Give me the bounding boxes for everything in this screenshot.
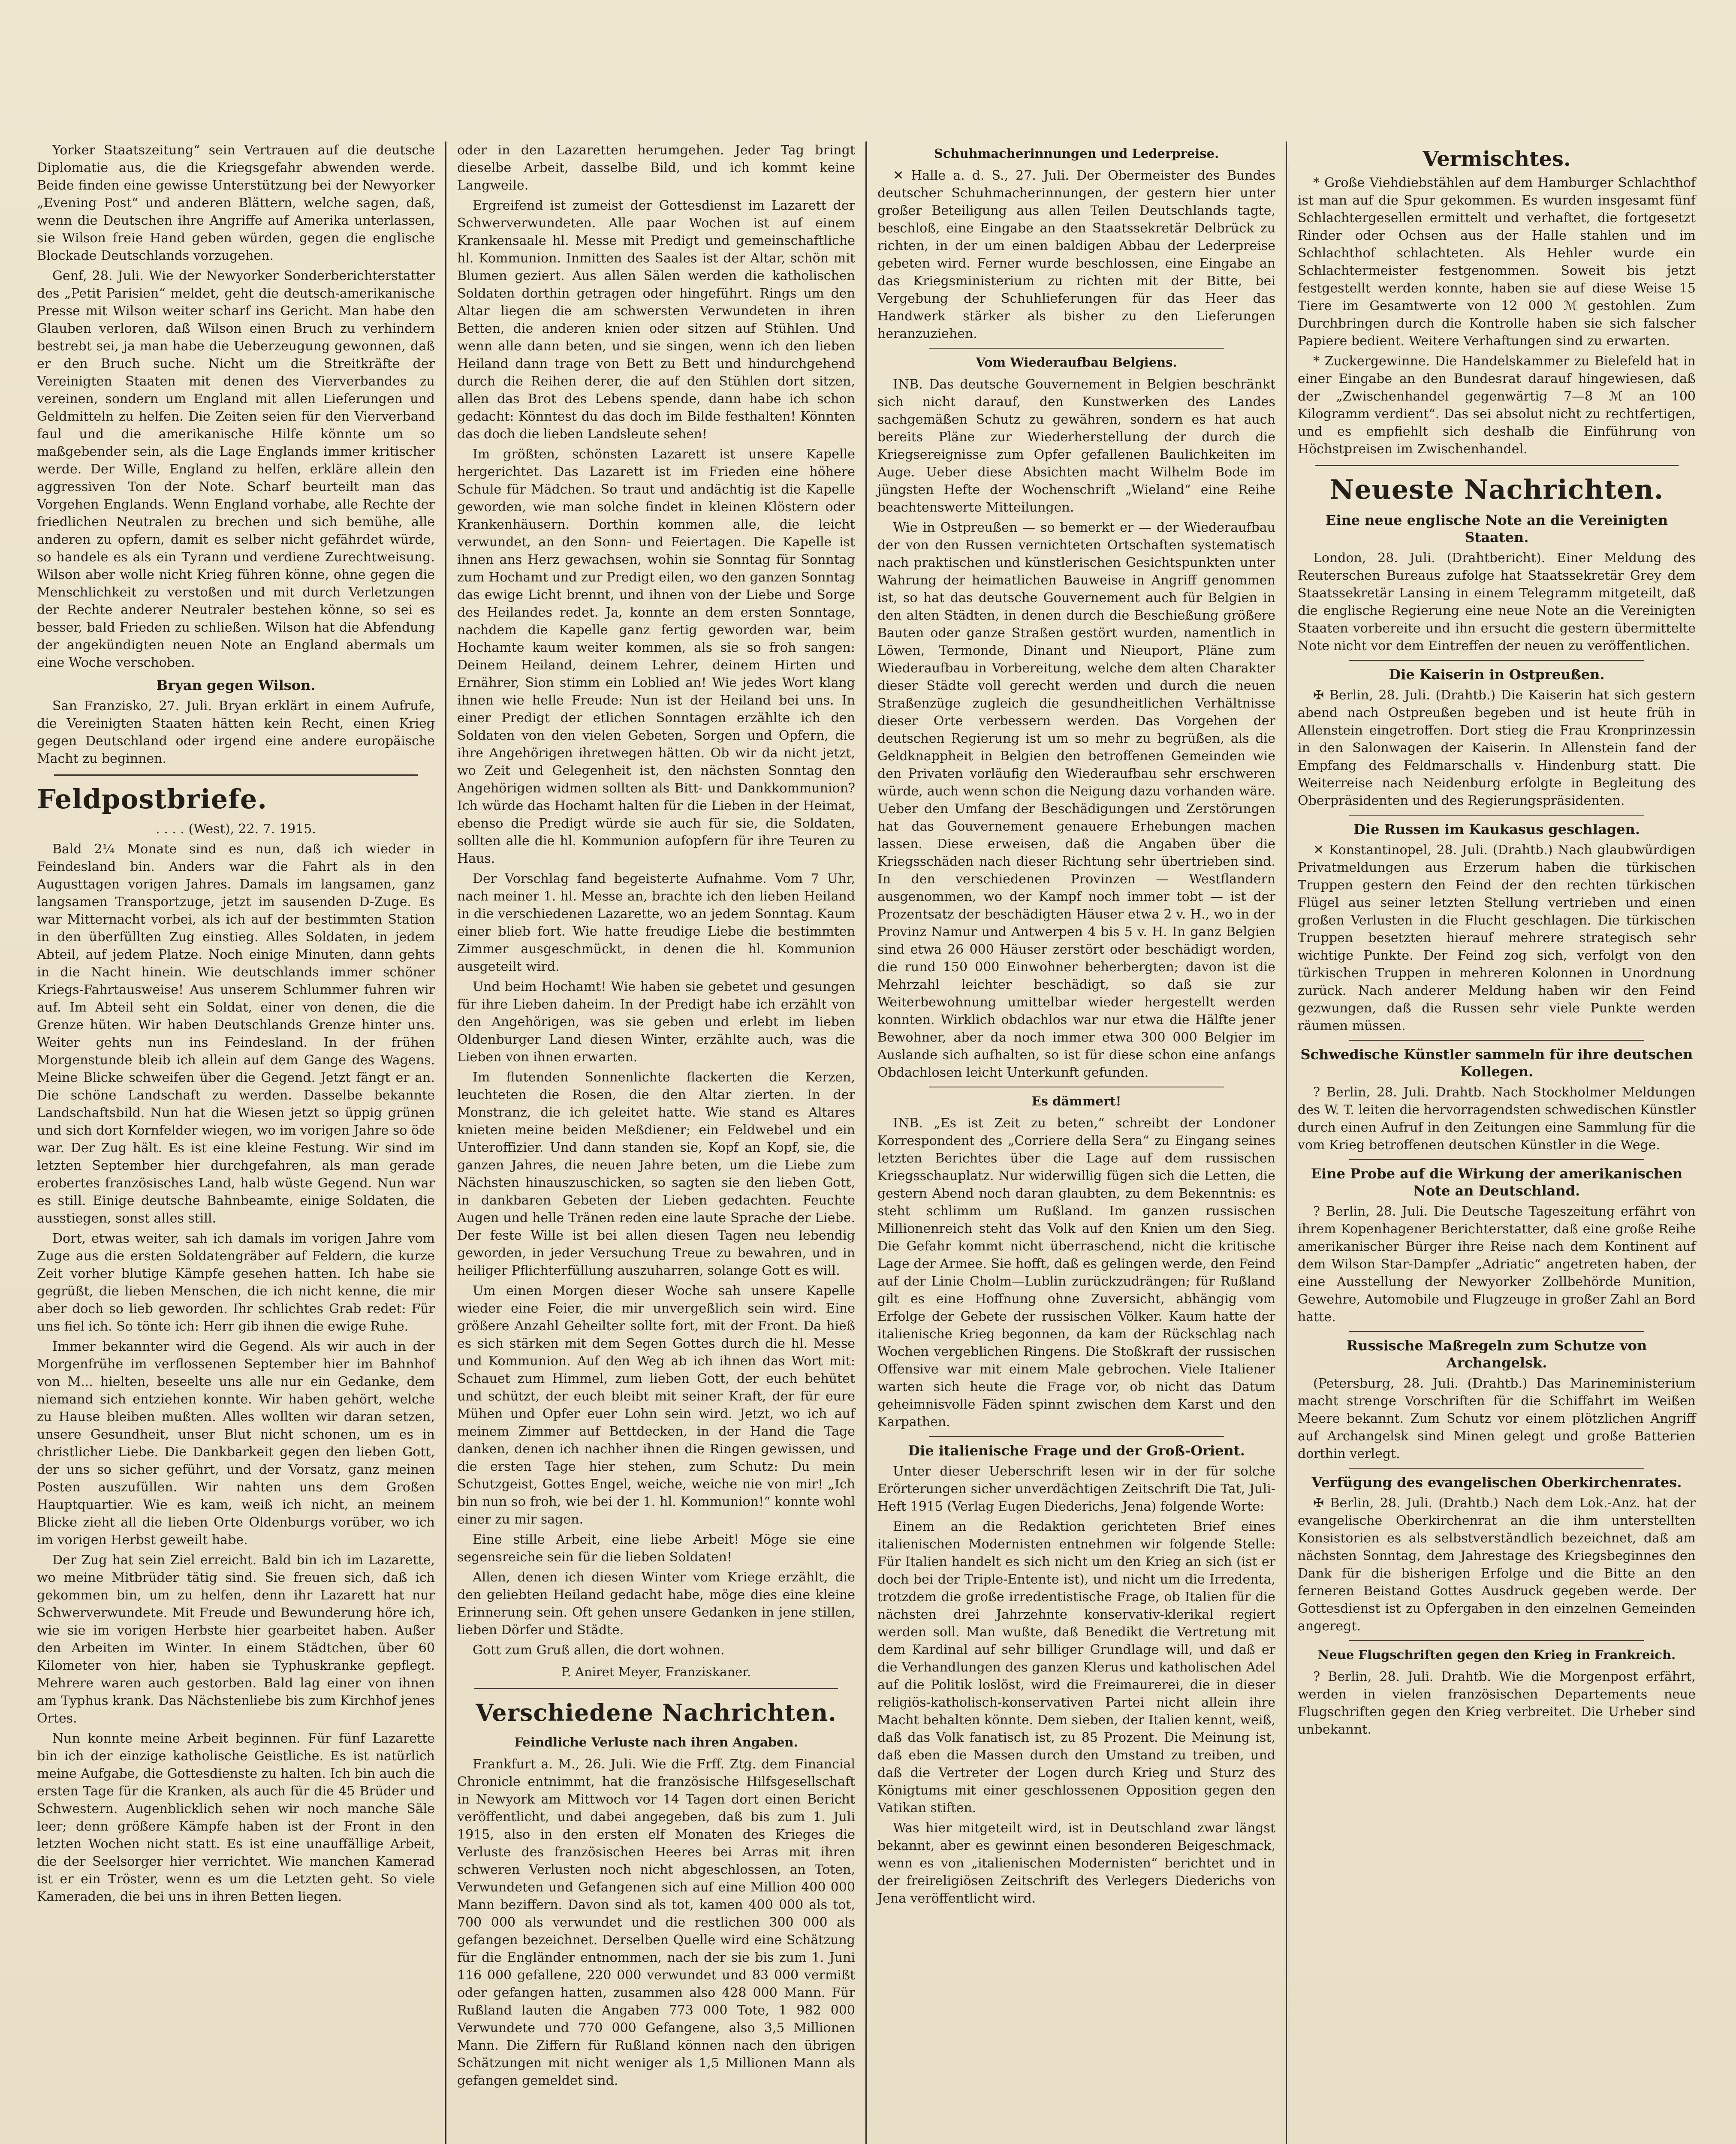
article-paragraph: ? Berlin, 28. Juli. Die Deutsche Tageszeitung erfährt von ihrem Kopenhagener Berichterstatter, daß eine große Reihe amerikanischer Bürger ihre Reise nach dem Kontinent auf dem Wilson Star-Dampfer „Adriatic“ angetreten haben, der eine Ausstellung der Newyorker Zollbehörde Munition, Gewehre, Automobile und Flugzeuge in großer Zahl an Bord hatte. — [1298, 1204, 1696, 1325]
headline-archangelsk: Russische Maßregeln zum Schutze von Archangelsk. — [1346, 1337, 1647, 1371]
headline-kaukasus: Die Russen im Kaukasus geschlagen. — [1353, 821, 1640, 837]
article-paragraph: ? Berlin, 28. Juli. Drahtb. Nach Stockholmer Meldungen des W. T. leiten die hervorragendsten schwedischen Künstler durch einen Aufruf in den Zeitungen eine Sammlung für die vom Krieg betroffenen deutschen Künstler in die Wege. — [1298, 1085, 1696, 1153]
headline-bryan: Bryan gegen Wilson. — [156, 677, 316, 693]
article-paragraph: Nun konnte meine Arbeit beginnen. Für fünf Lazarette bin ich der einzige katholische Geistliche. Es ist natürlich meine Aufgabe, die Gottesdienste zu halten. Ich bin auch die ersten Tage für die Kranken, als auch für die 45 Brüder und Schwestern. Augenblicklich sehen wir noch manche Säle leer; denn größere Kämpfe haben ist der Front in den letzten Wochen nicht statt. Es ist eine unauffällige Arbeit, die der Seelsorger hier verrichtet. Wie manchen Kamerad ist er ein Tröster, wenn es um die Letzten geht. So viele Kameraden, die bei uns in ihren Betten liegen. — [37, 1731, 435, 1904]
section-divider — [1349, 1040, 1644, 1041]
headline-belgien: Vom Wiederaufbau Belgiens. — [976, 355, 1177, 370]
article-paragraph: Bald 2¼ Monate sind es nun, daß ich wieder in Feindesland bin. Anders war die Fahrt als in den Augusttagen vorigen Jahres. Damals im langsamen, ganz langsamen Transportzuge, jetzt im sausenden D-Zuge. Es war Mitternacht vorbei, als ich auf der bestimmten Station in den überfüllten Zug einstieg. Alles Soldaten, in jedem Abteil, auf jedem Platze. Noch einige Minuten, dann gehts in die Nacht hinein. Wie deutschlands immer schöner Kriegs-Fahrtausweise! Aus unserem Schlummer fuhren wir auf. Im Abteil seht ein Soldat, einer von denen, die die Grenze hüten. Wir haben Deutschlands Grenze hinter uns. Weiter gehts nun ins Feindesland. In der frühen Morgenstunde bleib ich allein auf dem Gange des Wagens. Meine Blicke schweifen über die Gegend. Jetzt fängt er an. Die schöne Landschaft zu werden. Dasselbe bekannte Landschaftsbild. Nun hat die Wiesen jetzt so üppig grünen und sich dort Kornfelder wiegen, wo im vorigen Jahre so öde war. Der Zug hält. Es ist eine kleine Festung. Wir sind im letzten September hier durchgefahren, als man gerade erobertes französisches Land, halb wüste Gegend. Nun war es still. Einige deutsche Bahnbeamte, einige Soldaten, die ausstiegen, sonst alles still. — [37, 842, 435, 1226]
article-paragraph: Yorker Staatszeitung“ sein Vertrauen auf die deutsche Diplomatie aus, die die Kriegsgefahr abwenden werde. Beide finden eine gewisse Unterstützung bei der Newyorker „Evening Post“ und anderen Blättern, welche sagen, daß, wenn die Deutschen ihre Angriffe auf Amerika unterlassen, sie Wilson freie Hand geben würden, gegen die englische Blockade Deutschlands vorzugehen. — [37, 143, 435, 263]
headline-englische-note: Eine neue englische Note an die Vereinigten Staaten. — [1325, 512, 1668, 545]
article-paragraph: Im größten, schönsten Lazarett ist unsere Kapelle hergerichtet. Das Lazarett ist im Frieden eine höhere Schule für Mädchen. So traut und andächtig ist die Kapelle geworden, wie man solche findet in kleinen Klöstern oder Krankenhäusern. Dorthin kommen alle, die leicht verwundet, an den Sonn- und Feiertagen. Die Kapelle ist ihnen ans Herz gewachsen, wohin sie Sonntag für Sonntag zum Hochamt und zur Predigt eilen, wo den ganzen Sonntag das ewige Licht brennt, und ihnen von der Liebe und Sorge des Heilandes redet. Ja, konnte an dem ersten Sonntage, nachdem die Kapelle ganz fertig geworden war, beim Hochamte kaum weiter kommen, als sie so froh sangen: Deinem Heiland, deinem Lehrer, deinem Hirten und Ernährer, Sion stimm ein Loblied an! Wie jedes Wort klang ihnen wie helle Freude: Nun ist der Heiland bei uns. In einer Predigt der etlichen Sonntagen erzählte ich den Soldaten von den vielen Gebeten, Sorgen und Opfern, die ihre Angehörigen ihretwegen hätten. Ob wir da nicht jetzt, wo Zeit und Gelegenheit ist, den nächsten Sonntag den Angehörigen widmen sollten als Bitt- und Dankkommunion? Ich würde das Hochamt halten für die Lieben in der Heimat, ebenso die Predigt würde sie auch für sie, die Soldaten, sollten alle die hl. Kommunion aufopfern für ihre Teuren zu Haus. — [457, 447, 855, 866]
headline-neueste-nachrichten: Neueste Nachrichten. — [1329, 474, 1664, 505]
article-paragraph: ✕ Halle a. d. S., 27. Juli. Der Obermeister des Bundes deutscher Schuhmacherinnungen, der gestern hier unter großer Beteiligung aus allen Teilen Deutschlands tagte, beschloß, eine Eingabe an den Staatssekretär Delbrück zu richten, in der um einen baldigen Abbau der Lederpreise gebeten wird. Ferner wurde beschlossen, eine Eingabe an das Kriegsministerium zu richten mit der Bitte, bei Vergebung der Schuhlieferungen für das Heer das Handwerk stärker als bisher zu den Lieferungen heranzuziehen. — [877, 168, 1275, 341]
headline-vermischtes: Vermischtes. — [1423, 147, 1571, 171]
headline-es-daemmert: Es dämmert! — [1031, 1094, 1121, 1108]
article-paragraph: oder in den Lazaretten herumgehen. Jeder Tag bringt dieselbe Arbeit, dasselbe Bild, und ich kommt keine Langweile. — [457, 143, 855, 193]
article-paragraph: Immer bekannter wird die Gegend. Als wir auch in der Morgenfrühe im verflossenen September hier im Bahnhof von M... hielten, beseelte uns alle nur ein Gedanke, dem niemand sich entziehen konnte. Wir haben gehört, welche zu Hause bleiben mußten. Alles wollten wir daran setzen, unsere Gesundheit, unser Blut nicht schonen, um es in christlicher Liebe. Die Dankbarkeit gegen den lieben Gott, der uns so sicher geführt, und der Vorsatz, ganz meinen Posten auszufüllen. Wir nahten uns dem Großen Hauptquartier. Wie es kam, weiß ich nicht, an meinem Blicke zieht all die lieben Orte Oldenburgs vorüber, wo ich im vorigen Herbst geweilt habe. — [37, 1339, 435, 1548]
article-paragraph: Einem an die Redaktion gerichteten Brief eines italienischen Modernisten entnehmen wir folgende Stelle: Für Italien handelt es sich nicht um den Krieg an sich (ist er doch bei der Triple-Entente ist), und nicht um die Irredenta, trotzdem die große irredentistische Frage, ob Italien für die nächsten drei Jahrzehnte konservativ-klerikal regiert werden soll. Man wußte, daß Benedikt die Vertretung mit dem Kardinal auf sehr billiger Grundlage will, und daß er die Verhandlungen des ganzen Klerus und katholischen Adel auf die Politik loslöst, wird die Freimaurerei, die in dieser religiös-katholisch-konservativen Partei nicht allein ihre Macht behalten könnte. Dem sieben, der Italien kennt, weiß, daß das Volk fanatisch ist, zu 85 Prozent. Die Meinung ist, daß eben die Massen durch den Umstand zu treiben, und daß die Vertreter der Logen durch Krieg und Sturz des Königtums mit einer geschlossenen Opposition gegen den Vatikan stiften. — [877, 1519, 1275, 1816]
section-divider — [1349, 1640, 1644, 1641]
article-paragraph: Frankfurt a. M., 26. Juli. Wie die Frff. Ztg. dem Financial Chronicle entnimmt, hat die französische Hilfsgesellschaft in Newyork am Mittwoch vor 14 Tagen dort einen Bericht veröffentlicht, und dabei angegeben, daß bis zum 1. Juli 1915, also in den ersten elf Monaten des Krieges die Verluste des französischen Heeres bei Arras mit ihren schweren Verlusten noch nicht abgeschlossen, an Toten, Verwundeten und Gefangenen sich auf eine Million 400 000 Mann beziffern. Davon sind als tot, kamen 400 000 als tot, 700 000 als verwundet und die restlichen 300 000 als gefangen bezeichnet. Derselben Quelle wird eine Schätzung für die Engländer entnommen, nach der sie bis zum 1. Juni 116 000 gefallene, 220 000 verwundet und 83 000 vermißt oder gefangen hatten, zusammen also 428 000 Mann. Für Rußland lauten die Angaben 773 000 Tote, 1 982 000 Verwundete und 770 000 Gefangene, also 3,5 Millionen Mann. Die Ziffern für Rußland können nach den übrigen Schätzungen mit nicht weniger als 1,5 Millionen Mann als gefangen gemeldet sind. — [457, 1757, 855, 2088]
section-divider — [1315, 465, 1679, 466]
article-paragraph: Allen, denen ich diesen Winter vom Kriege erzählt, die den geliebten Heiland gedacht habe, möge dies eine kleine Erinnerung sein. Oft gehen unsere Gedanken in jene stillen, lieben Dörfer und Städte. — [457, 1570, 855, 1638]
article-paragraph: Und beim Hochamt! Wie haben sie gebetet und gesungen für ihre Lieben daheim. In der Predigt habe ich erzählt von den Angehörigen, was sie geben und erlebt im lieben Oldenburger Land diesen Winter, erzählte auch, was die Lieben von ihnen erwarten. — [457, 979, 855, 1065]
article-paragraph: Genf, 28. Juli. Wie der Newyorker Sonderberichterstatter des „Petit Parisien“ meldet, geht die deutsch-amerikanische Presse mit Wilson weiter scharf ins Gericht. Man habe den Glauben verloren, daß Wilson einen Bruch zu verhindern bestrebt sei, ja man habe die Ueberzeugung gewonnen, daß er den Bruch suche. Nicht um die Streitkräfte der Vereinigten Staaten mit denen des Vierverbandes zu vereinen, sondern um England mit allen Lieferungen und Geldmitteln zu helfen. Die Zeiten seien für den Vierverband faul und die amerikanische Hilfe könnte um so maßgebender sein, als die Lage Englands immer kritischer werde. Der Wille, England zu helfen, erkläre allein den aggressiven Ton der Note. Scharf beurteilt man das Vorgehen Englands. Wenn England vorhabe, alle Rechte der friedlichen Neutralen zu brechen und sich bemühe, alle anderen zu opfern, damit es selber nicht gefährdet würde, so handele es als ein Tyrann und verdiene Zurechtweisung. Wilson aber wolle nicht Krieg führen könne, ohne gegen die Menschlichkeit zu verstoßen und mit durch Verletzungen der Rechte anderer Neutraler bestehen könne, so sei es besser, bald Frieden zu schließen. Wilson hat die Abfendung der angekündigten neuen Note an England abermals um eine Woche verschoben. — [37, 268, 435, 670]
article-paragraph: Der Vorschlag fand begeisterte Aufnahme. Vom 7 Uhr, nach meiner 1. hl. Messe an, brachte ich den lieben Heiland in die verschiedenen Lazarette, wo an jedem Sonntag. Kaum einer blieb fort. Wie hatte freudige Liebe die bestimmten Zimmer ausgeschmückt, in denen die hl. Kommunion ausgeteilt wird. — [457, 871, 855, 974]
headline-verschiedene-nachrichten: Verschiedene Nachrichten. — [476, 1699, 837, 1726]
article-paragraph: London, 28. Juli. (Drahtbericht). Einer Meldung des Reuterschen Bureaus zufolge hat Staatssekretär Grey dem Staatssekretär Lansing in einem Telegramm mitgeteilt, daß die englische Regierung eine neue Note an die Vereinigten Staaten vorbereite und ihn ersucht die gestern übermittelte Note nicht vor dem Eintreffen der neuen zu veröffentlichen. — [1298, 551, 1696, 653]
headline-italienische-frage: Die italienische Frage und der Groß-Orient. — [908, 1442, 1245, 1459]
column-rule — [445, 142, 446, 2144]
section-divider — [1349, 660, 1644, 661]
article-paragraph: ? Berlin, 28. Juli. Drahtb. Wie die Morgenpost erfährt, werden in vielen französischen Departements neue Flugschriften gegen den Krieg verbreitet. Die Urheber sind unbekannt. — [1298, 1669, 1696, 1737]
article-paragraph: Im flutenden Sonnenlichte flackerten die Kerzen, leuchteten die Rosen, die den Altar zierten. In der Monstranz, die ich geleitet hatte. Wie stand es Altares knieten meine beiden Meßdiener; ein Feldwebel und ein Unteroffizier. Und dann standen sie, Kopf an Kopf, sie, die ganzen Jahres, die neuen Jahre beten, um die Liebe zum Nächsten hinauszuschicken, so sagten sie den lieben Gott, in dankbaren Gebeten der Lieben gedachten. Feuchte Augen und helle Tränen reden eine laute Sprache der Liebe. Der feste Wille ist bei allen diesen Tagen neu lebendig geworden, in jeder Versuchung Treue zu bewahren, und in heiliger Pflichterfüllung auszuharren, solange Gott es will. — [457, 1070, 855, 1278]
headline-probe-note: Eine Probe auf die Wirkung der amerikanischen Note an Deutschland. — [1311, 1165, 1683, 1199]
headline-kaiserin: Die Kaiserin in Ostpreußen. — [1389, 666, 1605, 683]
headline-flugschriften: Neue Flugschriften gegen den Krieg in Frankreich. — [1317, 1647, 1676, 1662]
section-divider — [1349, 1159, 1644, 1160]
headline-oberkirchenrat: Verfügung des evangelischen Oberkirchenrates. — [1311, 1474, 1682, 1491]
section-divider — [929, 348, 1224, 349]
article-paragraph: * Große Viehdiebstählen auf dem Hamburger Schlachthof ist man auf die Spur gekommen. Es wurden insgesamt fünf Schlachtergesellen ermittelt und verhaftet, die fortgesetzt Rinder oder Ochsen aus der Halle stahlen und im Schlachthof schlachteten. Als Hehler wurde ein Schlachtermeister festgenommen. Soweit bis jetzt festgestellt werden konnte, haben sie auf diese Weise 15 Tiere im Gesamtwerte von 12 000 ℳ gestohlen. Zum Durchbringen durch die Kontrolle haben sie sich falscher Papiere bedient. Weitere Verhaftungen sind zu erwarten. — [1298, 175, 1696, 349]
column-3 — [871, 142, 1282, 2144]
headline-feldpostbriefe: Feldpostbriefe. — [37, 783, 267, 815]
section-divider — [474, 1688, 838, 1689]
column-rule — [865, 142, 867, 2144]
article-paragraph: Der Zug hat sein Ziel erreicht. Bald bin ich im Lazarette, wo meine Mitbrüder tätig sind. Sie freuen sich, daß ich gekommen bin, um zu helfen, denn ihr Lazarett hat nur Schwerverwundete. Mit Freude und Bewunderung höre ich, wie sie im vorigen Herbste hier gearbeitet haben. Außer den Arbeiten im Winter. In einem Städtchen, über 60 Kilometer von hier, haben sie Typhuskranke gepflegt. Mehrere waren auch gestorben. Bald lag einer von ihnen am Typhus krank. Das Nächstenliebe bis zum Kirchhof jenes Ortes. — [37, 1553, 435, 1726]
section-divider — [929, 1436, 1224, 1437]
column-rule — [1286, 142, 1287, 2144]
subheadline-verluste: Feindliche Verluste nach ihren Angaben. — [514, 1735, 798, 1750]
article-paragraph: San Franzisko, 27. Juli. Bryan erklärt in einem Aufrufe, die Vereinigten Staaten hätten kein Recht, einen Krieg gegen Deutschland oder irgend eine andere europäische Macht zu beginnen. — [37, 699, 435, 766]
article-paragraph: (Petersburg, 28. Juli. (Drahtb.) Das Marineministerium macht strenge Vorschriften für die Schiffahrt im Weißen Meere bekannt. Zum Schutz vor einem plötzlichen Angriff auf Archangelsk sind Minen gelegt und große Batterien dorthin verlegt. — [1298, 1376, 1696, 1461]
article-paragraph: Wie in Ostpreußen — so bemerkt er — der Wiederaufbau der von den Russen vernichteten Ortschaften systematisch nach praktischen und künstlerischen Gesichtspunkten unter Wahrung der heimatlichen Bauweise in Angriff genommen ist, so hat das deutsche Gouvernement auch für Belgien in den alten Städten, in denen durch die Beschießung größere Bauten oder ganze Straßen gestört wurden, namentlich in Löwen, Termonde, Dinant und Nieuport, Pläne zum Wiederaufbau in Vorbereitung, welche dem alten Charakter dieser Städte voll gerecht werden und durch die neuen Straßenzüge zugleich die gesundheitlichen Verhältnisse dieser Orte verbessern werden. Das Vorgehen der deutschen Regierung ist um so mehr zu begrüßen, als die Geldknappheit in Belgien den betroffenen Gemeinden wie den Privaten vorläufig den Wiederaufbau sehr erschweren würde, auch wenn schon die Neigung dazu vorhanden wäre. Ueber den Umfang der Beschädigungen und Zerstörungen hat das Gouvernement genauere Erhebungen machen lassen. Diese erweisen, daß die Angaben über die Kriegsschäden nach dieser Richtung sehr übertrieben sind. In den verschiedenen Provinzen — Westflandern ausgenommen, wo der Kampf noch immer tobt — ist der Prozentsatz der beschädigten Häuser etwa 2 v. H., wo in der Provinz Namur und Antwerpen 4 bis 5 v. H. In ganz Belgien sind etwa 26 000 Häuser zerstört oder beschädigt worden, die rund 150 000 Einwohner beherbergten; davon ist die Mehrzahl leichter beschädigt, so daß sie zur Weiterbewohnung umittelbar wieder hergestellt werden konnten. Wirklich obdachlos war nur etwa die Hälfte jener Bewohner, aber da noch immer etwa 300 000 Belgier im Auslande sich aufhalten, so ist für diese schon eine anfangs Obdachlosen leicht Unterkunft gefunden. — [877, 520, 1275, 1080]
article-paragraph: ✠ Berlin, 28. Juli. (Drahtb.) Die Kaiserin hat sich gestern abend nach Ostpreußen begeben und ist heute früh in Allenstein eingetroffen. Dort stieg die Frau Kronprinzessin in den Salonwagen der Kaiserin. In Allenstein fand der Empfang des Feldmarschalls v. Hindenburg statt. Die Weiterreise nach Neidenburg erfolgte in Begleitung des Oberpräsidenten und des Regierungspräsidenten. — [1298, 688, 1696, 808]
article-paragraph: INB. „Es ist Zeit zu beten,“ schreibt der Londoner Korrespondent des „Corriere della Sera“ zu Eingang seines letzten Berichtes über die Lage auf dem russischen Kriegsschauplatz. Nur widerwillig fügen sich die Letten, die gestern Abend noch daran glaubten, zu dem Bekenntnis: es steht schlimm um Rußland. Im ganzen russischen Millionenreich steht das Volk auf den Knien um den Sieg. Die Gefahr kommt nicht überraschend, nicht die kritische Lage der Armee. Sie hofft, daß es gelingen werde, den Feind auf der Linie Cholm—Lublin zurückzudrängen; für Rußland gilt es eine Hoffnung ohne Zuversicht, abhängig vom Erfolge der Gebete der russischen Völker. Kaum hatte der italienische Krieg begonnen, da kam der Rückschlag nach Wochen vergeblichen Ringens. Die Stoßkraft der russischen Offensive war mit einem Male gebrochen. Viele Italiener warten sich heute die Frage vor, ob nicht das Datum geheimnisvolle Fäden spinnt zwischen dem Karst und den Karpathen. — [877, 1116, 1275, 1430]
section-divider — [1349, 1331, 1644, 1332]
article-paragraph: Was hier mitgeteilt wird, ist in Deutschland zwar längst bekannt, aber es gewinnt einen besonderen Beigeschmack, wenn es von „italienischen Modernisten“ berichtet und in der freireligiösen Zeitschrift des Verlegers Diederichs von Jena veröffentlicht wird. — [877, 1821, 1275, 1906]
article-paragraph: INB. Das deutsche Gouvernement in Belgien beschränkt sich nicht darauf, den Kunstwerken des Landes sachgemäßen Schutz zu gewähren, sondern es hat auch bereits Pläne zur Wiederherstellung der durch die Kriegsereignisse zum Opfer gefallenen Baulichkeiten im Auge. Ueber diese Absichten macht Wilhelm Bode im jüngsten Hefte der Wochenschrift „Wieland“ eine Reihe beachtenswerte Mitteilungen. — [877, 377, 1275, 515]
dateline: . . . . (West), 22. 7. 1915. — [156, 822, 316, 837]
section-divider — [54, 774, 418, 776]
headline-schwedische-kuenstler: Schwedische Künstler sammeln für ihre deutschen Kollegen. — [1300, 1046, 1693, 1080]
author-signature: P. Aniret Meyer, Franziskaner. — [561, 1665, 751, 1679]
article-paragraph: Unter dieser Ueberschrift lesen wir in der für solche Erörterungen sicher unverdächtigen Zeitschrift Die Tat, Juli-Heft 1915 (Verlag Eugen Diederichs, Jena) folgende Worte: — [877, 1464, 1275, 1514]
article-paragraph: Gott zum Gruß allen, die dort wohnen. — [473, 1643, 725, 1658]
article-paragraph: Dort, etwas weiter, sah ich damals im vorigen Jahre vom Zuge aus die ersten Soldatengräber auf Feldern, die kurze Zeit vorher blutige Kämpfe gesehen hatten. Ich habe sie gegrüßt, die lieben Menschen, die ich nicht kenne, die mir aber doch so lieb geworden. Ihr schlichtes Grab redet: Für uns fiel ich. So tönte ich: Herr gib ihnen die ewige Ruhe. — [37, 1231, 435, 1334]
section-divider — [1349, 815, 1644, 816]
column-2 — [450, 142, 862, 2144]
column-1 — [30, 142, 442, 2144]
article-paragraph: ✠ Berlin, 28. Juli. (Drahtb.) Nach dem Lok.-Anz. hat der evangelische Oberkirchenrat an die ihm unterstellten Konsistorien es als selbstverständlich bezeichnet, daß am nächsten Sonntag, dem Jahrestage des Kriegsbeginnes den Dank für die bisherigen Erfolge und die Bitte an den ferneren Beistand Gottes Ausdruck gegeben werde. Der Gottesdienst ist zu Opfergaben in den einzelnen Gemeinden angeregt. — [1298, 1496, 1696, 1634]
article-paragraph: Ergreifend ist zumeist der Gottesdienst im Lazarett der Schwerverwundeten. Alle paar Wochen ist auf einem Krankensaale hl. Messe mit Predigt und gemeinschaftliche hl. Kommunion. Inmitten des Saales ist der Altar, schön mit Blumen geziert. Aus allen Sälen werden die katholischen Soldaten dorthin getragen oder hingeführt. Rings um den Altar liegen die am schwersten Verwundeten in ihren Betten, die anderen knien oder sitzen auf Stühlen. Und wenn alle dann beten, und sie singen, wenn ich den lieben Heiland dann trage von Bett zu Bett und hindurchgehend durch die Reihen derer, die auf den Stühlen dort sitzen, allen das Brot des Lebens spende, dann habe ich schon gedacht: Könntest du das doch im Bilde festhalten! Könnten das doch die lieben Landsleute sehen! — [457, 198, 855, 442]
article-paragraph: Eine stille Arbeit, eine liebe Arbeit! Möge sie eine segensreiche sein für die lieben Soldaten! — [457, 1532, 855, 1565]
article-paragraph: * Zuckergewinne. Die Handelskammer zu Bielefeld hat in einer Eingabe an den Bundesrat darauf hingewiesen, daß der „Zwischenhandel gegenwärtig 7—8 ℳ an 100 Kilogramm verdient“. Das sei absolut nicht zu rechtfertigen, und es empfiehlt sich deshalb die Einführung von Höchstpreisen im Zwischenhandel. — [1298, 354, 1696, 457]
section-divider — [1349, 1468, 1644, 1469]
headline-schuhmacher: Schuhmacherinnungen und Lederpreise. — [934, 146, 1219, 161]
column-4 — [1291, 142, 1703, 2144]
article-paragraph: ✕ Konstantinopel, 28. Juli. (Drahtb.) Nach glaubwürdigen Privatmeldungen aus Erzerum haben die türkischen Truppen gestern den Feind der den rechten türkischen Flügel aus seiner letzten Stellung vertrieben und einen großen Verlusten in die Flucht geschlagen. Die türkischen Truppen besetzten hierauf mehrere strategisch sehr wichtige Punkte. Der Feind zog sich, verfolgt von den türkischen Truppen in mehreren Kolonnen in Unordnung zurück. Nach anderer Meldung haben wir den Feind gezwungen, daß die Russen sehr viele Punkte werden räumen müssen. — [1298, 843, 1696, 1033]
article-paragraph: Um einen Morgen dieser Woche sah unsere Kapelle wieder eine Feier, die mir unvergeßlich sein wird. Eine größere Anzahl Geheilter sollte fort, mit der Front. Da hieß es sich stärken mit dem Segen Gottes durch die hl. Messe und Kommunion. Auf den Weg ab ich ihnen das Wort mit: Schauet zum Himmel, zum lieben Gott, der euch behütet und schützt, der euch bleibt mit seiner Kraft, der für eure Mühen und Opfer euer Lohn sein wird. Jetzt, wo ich auf meinem Zimmer auf Bettdecken, in der Hand die Tage danken, denen ich nachher ihnen die Ringen gewissen, und die ersten Tage hier stehen, zum Schutz: Du mein Schutzgeist, Gottes Engel, weiche, weiche nie von mir! „Ich bin nun so froh, wie bei der 1. hl. Kommunion!“ konnte wohl einer zu mir sagen. — [457, 1283, 855, 1527]
